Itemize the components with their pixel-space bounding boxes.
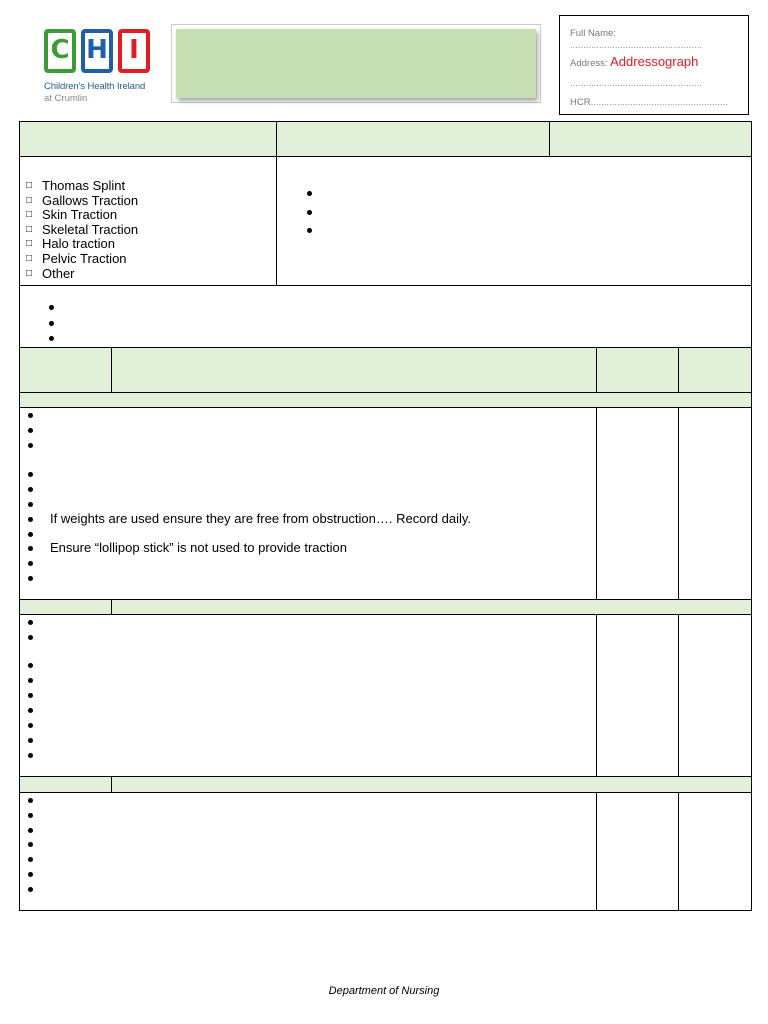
- bullet-icon: [28, 532, 33, 537]
- footer-department: Department of Nursing: [328, 985, 440, 997]
- bullet-icon: [28, 738, 33, 743]
- bullet-icon: [28, 663, 33, 668]
- bullet-icon: [28, 413, 33, 418]
- patient-details-box: [559, 15, 749, 115]
- address-row: [570, 54, 698, 69]
- hcr-line: ....................................................: [590, 97, 728, 108]
- checkbox-icon[interactable]: □: [26, 253, 33, 264]
- weights-instruction: If weights are used ensure they are free from obstruction…. Record daily.: [50, 511, 472, 526]
- checkbox-icon[interactable]: □: [26, 223, 33, 235]
- bullet-icon: [28, 708, 33, 713]
- chi-logo: [44, 29, 154, 109]
- logo-name: Children's Health Ireland: [44, 81, 146, 92]
- section-2-strip: [19, 599, 752, 615]
- bullet-icon: [28, 753, 33, 758]
- checkbox-icon[interactable]: □: [26, 194, 33, 206]
- logo-letter-h: H: [86, 35, 108, 65]
- full-name-label: Full Name:: [570, 28, 616, 39]
- bullet-icon: [28, 517, 33, 522]
- traction-option: Other: [42, 265, 75, 281]
- bullet-icon: [28, 828, 33, 833]
- bullet-icon: [28, 723, 33, 728]
- traction-option: Thomas Splint: [42, 178, 126, 193]
- checkbox-icon[interactable]: □: [26, 238, 33, 250]
- bullet-icon: [28, 443, 33, 448]
- bullet-icon: [28, 678, 33, 683]
- hcr-label: HCR: [570, 97, 591, 108]
- bullet-icon: [28, 635, 33, 640]
- address-label: Address:: [570, 58, 608, 69]
- bullet-icon: [28, 857, 33, 862]
- bullet-icon: [28, 813, 33, 818]
- title-box: [171, 24, 541, 103]
- top-table-divider-2: [549, 121, 550, 157]
- care-plan-header: [19, 347, 752, 393]
- bullet-icon: [28, 872, 33, 877]
- bullet-icon: [28, 693, 33, 698]
- bullet-icon: [28, 428, 33, 433]
- title-banner: [176, 29, 536, 98]
- section-1-strip: [19, 392, 752, 408]
- bullet-icon: [28, 546, 33, 551]
- bullet-icon: [28, 487, 33, 492]
- traction-option: Gallows Traction: [42, 192, 139, 208]
- bullet-icon: [307, 210, 312, 215]
- bullet-icon: [28, 472, 33, 477]
- section-3-strip: [19, 776, 752, 793]
- lollipop-instruction: Ensure “lollipop stick” is not used to provide traction: [50, 540, 347, 555]
- bullet-icon: [28, 620, 33, 625]
- bullet-icon: [49, 321, 54, 326]
- address-line: ..................................................: [570, 78, 702, 89]
- traction-option: Skin Traction: [42, 207, 118, 223]
- bullet-icon: [307, 228, 312, 233]
- traction-option: Pelvic Traction: [42, 251, 127, 266]
- hcr-row: [570, 97, 728, 108]
- logo-subtitle: at Crumlin: [44, 93, 88, 104]
- traction-option: Skeletal Traction: [42, 221, 139, 237]
- logo-block-c: [44, 29, 76, 73]
- bullet-icon: [49, 305, 54, 310]
- checkbox-icon[interactable]: □: [26, 209, 33, 221]
- logo-letter-i: I: [129, 35, 139, 65]
- section-1-body: [19, 407, 752, 600]
- bullet-icon: [28, 798, 33, 803]
- section-3-divider: [111, 776, 112, 793]
- address-value: Addressograph: [610, 54, 699, 69]
- bullet-icon: [28, 561, 33, 566]
- top-table-header: [19, 121, 752, 157]
- section-2-divider: [111, 599, 112, 615]
- notes-box: [19, 285, 752, 347]
- bullet-icon: [28, 887, 33, 892]
- bullet-icon: [28, 502, 33, 507]
- section-3-body: [19, 792, 752, 911]
- bullet-icon: [28, 842, 33, 847]
- logo-block-h: [81, 29, 113, 73]
- logo-block-i: [118, 29, 150, 73]
- logo-letter-c: C: [50, 35, 70, 65]
- bullet-icon: [49, 336, 54, 341]
- checkbox-icon[interactable]: □: [26, 267, 33, 279]
- section-2-body: [19, 614, 752, 777]
- traction-type-list: [26, 178, 266, 283]
- checkbox-icon[interactable]: □: [26, 180, 33, 191]
- full-name-line: ..................................................: [570, 40, 702, 51]
- bullet-icon: [28, 576, 33, 581]
- traction-option: Halo traction: [42, 236, 115, 252]
- bullet-icon: [307, 191, 312, 196]
